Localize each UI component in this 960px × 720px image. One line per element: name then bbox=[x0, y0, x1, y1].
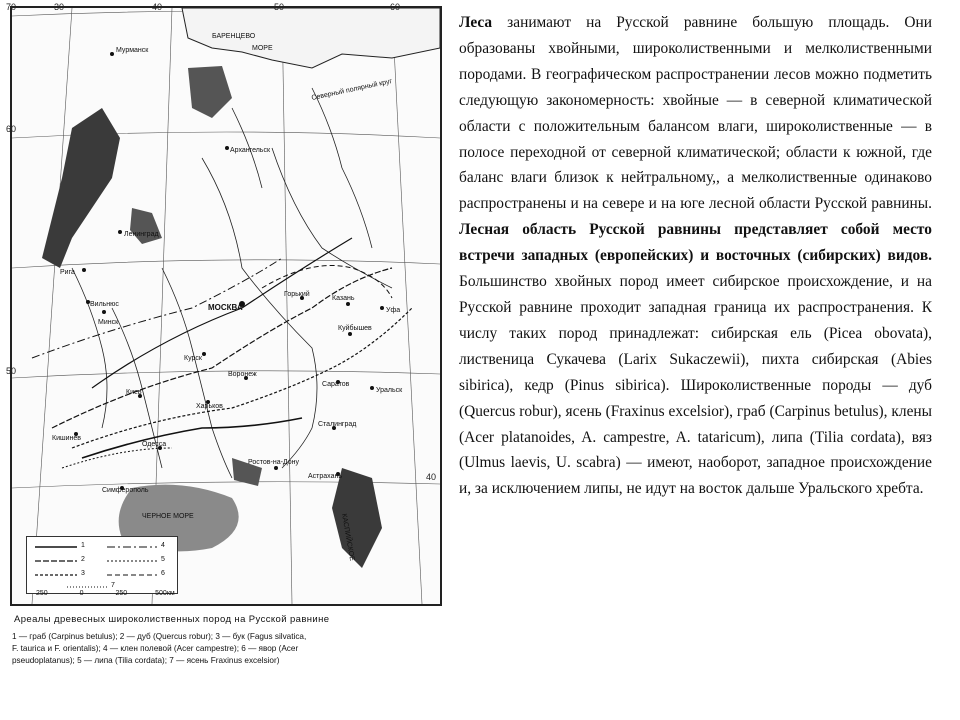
scale-3: 250 bbox=[115, 590, 128, 597]
lon-40: 40 bbox=[152, 2, 163, 12]
label-moscow: МОСКВА bbox=[208, 303, 243, 312]
label-uralsk: Уральск bbox=[376, 387, 403, 394]
legend-4: 4 bbox=[161, 542, 165, 549]
text-panel bbox=[459, 10, 932, 502]
map-scale bbox=[36, 590, 175, 597]
label-barents-sea: БАРЕНЦЕВО bbox=[212, 33, 256, 40]
label-kiev: Киев bbox=[126, 389, 142, 396]
map-caption-line-2: F. taurica и F. orientalis); 4 — клен полевой (Acer campestre); 6 — явор (Acer bbox=[12, 644, 299, 653]
lon-50: 50 bbox=[274, 2, 285, 12]
lat-70: 70 bbox=[6, 2, 17, 12]
text-paragraph-2: Большинство хвойных пород имеет сибирское происхождение, и на Русской равнине проходит западная граница их распространения. К числу таких пород принадлежат: сибирская ель (Picea obovata), лиственица Сукачева (Larix Sukaczewii), пихта сибирская (Abies sibirica), кедр (Pinus sibirica). Широколиственные породы — дуб (Quercus robur), ясень (Fraxinus excelsior), граб (Carpinus betulus), клены (Acer platanoides, A. campestre, A. tataricum), липа (Tilia cordata), вяз (Ulmus laevis, U. scabra) — имеют, наоборот, западное происхождение и, за исключением липы, не идут на восток дальше Уральского хребта. bbox=[459, 273, 932, 498]
text-lead-bold: Леса bbox=[459, 14, 493, 31]
map-legend bbox=[26, 536, 178, 594]
legend-5: 5 bbox=[161, 556, 165, 563]
label-minsk: Минск bbox=[98, 319, 119, 326]
label-kursk: Курск bbox=[184, 355, 202, 362]
lon-60: 60 bbox=[390, 2, 401, 12]
legend-3: 3 bbox=[81, 570, 85, 577]
text-paragraph-1: занимают на Русской равнине большую площадь. Они образованы хвойными, широколиственными и мелколиственными породами. В географическом распространении лесов можно подметить следующую закономерность: хвойные — в северной климатической области с положительным балансом влаги, широколиственные — в полосе переходной от северной климатической; области к южной, где баланс влаги близок к нейтральному,, а мелколиственные одинаково распространены и на севере и на юге лесной области Русской равнины. bbox=[459, 14, 932, 213]
label-murmansk: Мурманск bbox=[116, 47, 149, 54]
label-voronezh: Воронеж bbox=[228, 371, 257, 378]
label-arkhangelsk: Архангельск bbox=[230, 147, 271, 154]
scale-4: 500км bbox=[155, 590, 175, 597]
label-gorky: Горький bbox=[284, 291, 310, 298]
label-stalingrad: Сталинград bbox=[318, 421, 357, 428]
label-kuibyshev: Куйбышев bbox=[338, 325, 372, 332]
lat-50: 50 bbox=[6, 366, 17, 376]
map-drawing bbox=[12, 8, 440, 604]
label-kishinev: Кишинев bbox=[52, 435, 81, 442]
legend-2: 2 bbox=[81, 556, 85, 563]
legend-lines bbox=[27, 537, 177, 593]
label-kharkov: Харьков bbox=[196, 403, 223, 410]
label-arctic-circle: Северный полярный круг bbox=[310, 78, 393, 102]
map-caption-line-1: 1 — граб (Carpinus betulus); 2 — дуб (Quercus robur); 3 — бук (Fagus silvatica, bbox=[12, 632, 307, 641]
map-panel bbox=[6, 2, 446, 666]
scale-2: 0 bbox=[79, 590, 84, 597]
label-black-sea: ЧЕРНОЕ МОРЕ bbox=[142, 513, 194, 520]
map-caption-line-3: pseudoplatanus); 5 — липа (Tilia cordata); 7 — ясень Fraxinus excelsior) bbox=[12, 656, 280, 665]
legend-1: 1 bbox=[81, 542, 85, 549]
label-vilnius: Вильнюс bbox=[90, 301, 119, 308]
map-caption-title: Ареалы древесных широколиственных пород на Русской равнине bbox=[14, 614, 330, 625]
label-simferopol: Симферополь bbox=[102, 487, 149, 494]
legend-6: 6 bbox=[161, 570, 165, 577]
map-image bbox=[10, 6, 442, 606]
label-riga: Рига bbox=[60, 269, 75, 276]
lat-40: 40 bbox=[426, 472, 437, 482]
label-caspian: КАСПИЙСКОЕ bbox=[340, 513, 356, 562]
label-barents-sea-2: МОРЕ bbox=[252, 45, 273, 52]
label-ufa: Уфа bbox=[386, 307, 401, 314]
scale-1: 250 bbox=[36, 590, 48, 597]
label-astrakhan: Астрахань bbox=[308, 473, 342, 480]
legend-7: 7 bbox=[111, 582, 115, 589]
text-bold-statement: Лесная область Русской равнины представляет собой место встречи западных (европейских) и восточных (сибирских) видов. bbox=[459, 221, 932, 265]
lon-30: 30 bbox=[54, 2, 65, 12]
water-bodies bbox=[42, 8, 440, 568]
label-kazan: Казань bbox=[332, 295, 355, 302]
label-leningrad: Ленинград bbox=[124, 231, 159, 238]
lat-60: 60 bbox=[6, 124, 17, 134]
label-rostov: Ростов-на-Дону bbox=[248, 459, 299, 466]
label-odessa: Одесса bbox=[142, 441, 167, 448]
range-boundaries bbox=[32, 238, 412, 468]
label-saratov: Саратов bbox=[322, 381, 350, 388]
